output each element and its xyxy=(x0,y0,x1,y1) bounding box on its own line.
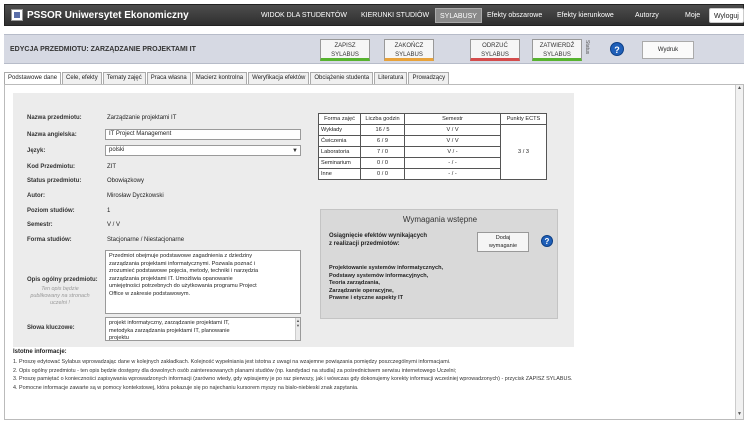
print-button[interactable]: Wydruk xyxy=(642,41,694,59)
logout-button[interactable]: Wyloguj xyxy=(709,8,744,23)
description-hint: Ten opis będzie publikowany na stronach uczelni ! xyxy=(30,286,90,306)
tab-outcome-verification[interactable]: Weryfikacja efektów xyxy=(248,72,309,84)
note-item: 1. Proszę edytować Sylabus wprowadzając dane w kolejnych zakładkach. Kolejność wypełniania jest istotna z uwagi na wzajemne powiązania pomiędzy poszczególnymi informacjami. xyxy=(13,359,451,365)
important-notes xyxy=(13,349,733,392)
language-select[interactable] xyxy=(105,145,301,156)
course-status-label: Status przedmiotu: xyxy=(27,178,82,184)
list-item: Projektowanie systemów informatycznych, xyxy=(329,265,444,271)
content-area xyxy=(4,84,744,420)
save-syllabus-button[interactable]: ZAPISZ SYLABUS xyxy=(320,39,370,61)
tab-control-matrix[interactable]: Macierz kontrolna xyxy=(192,72,247,84)
semester-label: Semestr: xyxy=(27,222,53,228)
author-label: Autor: xyxy=(27,193,45,199)
hours-header-semester: Semestr xyxy=(405,114,501,125)
hours-header-ects: Punkty ECTS xyxy=(501,114,547,125)
page-scrollbar[interactable] xyxy=(735,85,743,419)
course-status-value: Obowiązkowy xyxy=(107,178,145,184)
english-name-input[interactable]: IT Project Management xyxy=(105,129,301,140)
nav-syllabi[interactable]: SYLABUSY xyxy=(435,8,482,23)
hours-header-form: Forma zajęć xyxy=(319,114,361,125)
notes-title: Istotne informacje: xyxy=(13,349,67,355)
list-item: Zarządzanie operacyjne, xyxy=(329,287,394,294)
tab-bar xyxy=(4,72,450,84)
tab-basic-data[interactable]: Podstawowe dane xyxy=(4,72,61,85)
hours-table xyxy=(318,113,547,180)
list-item: Prawne i etyczne aspekty IT xyxy=(329,295,403,302)
english-name-label: Nazwa angielska: xyxy=(27,132,77,138)
chevron-down-icon: ▼ xyxy=(292,148,298,154)
scroll-up-icon[interactable]: ▲ xyxy=(737,85,742,91)
nav-program-outcomes[interactable]: Efekty kierunkowe xyxy=(557,12,614,19)
top-bar xyxy=(4,4,744,26)
nav-study-programs[interactable]: KIERUNKI STUDIÓW xyxy=(361,12,430,19)
scroll-down-icon[interactable]: ▼ xyxy=(737,411,742,417)
study-level-label: Poziom studiów: xyxy=(27,208,75,214)
ects-value: 3 / 3 xyxy=(501,125,547,180)
prerequisites-subtitle: Osiągnięcie efektów wynikających z realizacji przedmiotów: xyxy=(329,233,428,247)
list-item: Teoria zarządzania, xyxy=(329,280,380,287)
list-item: Podstawy systemów informacyjnych, xyxy=(329,272,429,279)
tab-self-study[interactable]: Praca własna xyxy=(147,72,191,84)
course-code-value: ZIT xyxy=(107,164,116,170)
table-row: Seminarium 0 / 0 - / - xyxy=(319,158,547,169)
nav-authors[interactable]: Autorzy xyxy=(635,12,659,19)
language-label: Język: xyxy=(27,148,46,154)
description-label: Opis ogólny przedmiotu: xyxy=(27,277,98,283)
study-level-value: 1 xyxy=(107,208,111,214)
finish-syllabus-button[interactable]: ZAKOŃCZ SYLABUS xyxy=(384,39,434,61)
course-name-label: Nazwa przedmiotu: xyxy=(27,115,82,121)
study-form-value: Stacjonarne / Niestacjonarne xyxy=(107,237,185,243)
note-item: 4. Pomocne informacje zawarte są w pomocy kontekstowej, która pokazuje się po najechaniu kursorem myszy na biało-niebieski znak zapytania. xyxy=(13,384,359,391)
tab-teachers[interactable]: Prowadzący xyxy=(408,72,449,84)
reject-syllabus-button[interactable]: ODRZUĆ SYLABUS xyxy=(470,39,520,61)
app-title: PSSOR Uniwersytet Ekonomiczny xyxy=(27,10,189,21)
prerequisites-help-icon[interactable]: ? xyxy=(541,235,553,247)
author-value: Mirosław Dyczkowski xyxy=(107,193,164,199)
table-row: Wykłady 16 / 5 V / V 3 / 3 xyxy=(319,125,547,136)
nav-area-outcomes[interactable]: Efekty obszarowe xyxy=(487,12,543,19)
hours-header-hours: Liczba godzin xyxy=(361,114,405,125)
help-icon[interactable]: ? xyxy=(610,42,624,56)
prerequisites-list xyxy=(329,265,443,303)
basic-data-panel xyxy=(13,93,574,347)
prerequisites-box xyxy=(320,209,558,319)
tab-topics[interactable]: Tematy zajęć xyxy=(103,72,146,84)
table-row: Ćwiczenia 6 / 9 V / V xyxy=(319,136,547,147)
logo-icon xyxy=(11,9,23,21)
approve-syllabus-button[interactable]: ZATWIERDŹ SYLABUS xyxy=(532,39,582,61)
tab-literature[interactable]: Literatura xyxy=(374,72,407,84)
note-item: 2. Opis ogólny przedmiotu - ten opis będzie dostępny dla dowolnych osób zainteresowanych planami studiów (np. kandydaci na studia) za pośrednictwem serwisu internetowego Uczelni; xyxy=(13,367,457,374)
table-row: Laboratoria 7 / 0 V / - xyxy=(319,147,547,158)
note-item: 3. Proszę pamiętać o konieczności zapisywania wprowadzonych informacji (zarówno wtedy, gdy wpisujemy je po raz pierwszy, jak i wówczas gdy dokonujemy korekty informacji wcześniej wprowadzonych) - przycisk ZAPISZ SYLABUS. xyxy=(13,376,573,383)
table-row: Inne 0 / 0 - / - xyxy=(319,169,547,180)
nav-student-view[interactable]: WIDOK DLA STUDENTÓW xyxy=(261,12,347,19)
study-form-label: Forma studiów: xyxy=(27,237,72,243)
keywords-scrollbar[interactable]: ▲ ▼ xyxy=(295,318,300,340)
language-select-value: polski xyxy=(109,147,125,153)
prerequisites-title: Wymagania wstępne xyxy=(402,215,478,224)
tab-goals-outcomes[interactable]: Cele, efekty xyxy=(62,72,102,84)
status-vertical-label: Status xyxy=(584,40,590,55)
keywords-label: Słowa kluczowe: xyxy=(27,325,75,331)
nav-my[interactable]: Moje xyxy=(685,12,701,19)
tab-student-workload[interactable]: Obciążenie studenta xyxy=(310,72,373,84)
semester-value: V / V xyxy=(107,222,121,228)
edit-bar xyxy=(4,34,744,64)
keywords-textarea[interactable]: projekt informatyczny, zarządzanie projektami IT, metodyka zarządzania projektami IT, planowanie projektu xyxy=(105,317,301,341)
description-textarea[interactable]: Przedmiot obejmuje podstawowe zagadnienia z dziedziny zarządzania projektami informatycznymi. Pozwala poznać i zrozumieć podstawowe pojęcia, metody, techniki i narzędzia zarządzania projektami IT. Umożliwia opanowanie umiejętności potrzebnych do użytkowania programu Project Office w zakresie podstawowym. xyxy=(105,250,301,314)
course-name-value: Zarządzanie projektami IT xyxy=(107,115,177,121)
edit-title: EDYCJA PRZEDMIOTU: ZARZĄDZANIE PROJEKTAMI IT xyxy=(10,46,196,53)
course-code-label: Kod Przedmiotu: xyxy=(27,164,75,170)
add-requirement-button[interactable]: Dodaj wymaganie xyxy=(477,232,529,252)
